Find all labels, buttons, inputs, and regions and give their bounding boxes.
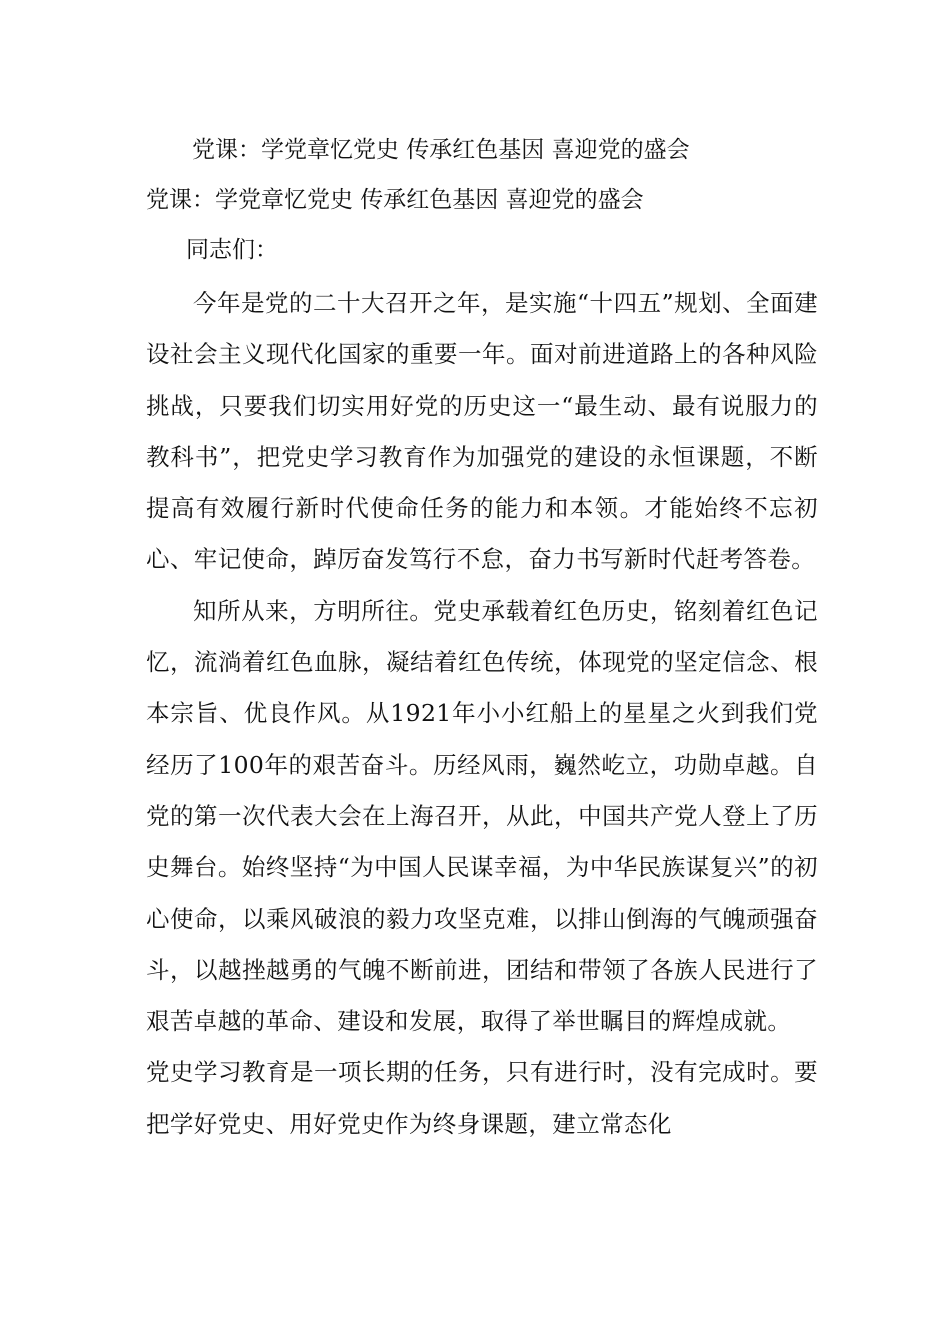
paragraph-3: 党史学习教育是一项长期的任务，只有进行时，没有完成时。要把学好党史、用好党史作为终身课题，建立常态化 [146,1058,818,1138]
document-subtitle: 党课：学党章忆党史 传承红色基因 喜迎党的盛会 [146,187,644,213]
paragraph-1: 今年是党的二十大召开之年，是实施“十四五”规划、全面建设社会主义现代化国家的重要一年。面对前进道路上的各种风险挑战，只要我们切实用好党的历史这一“最生动、最有说服力的教科书”，把党史学习教育作为加强党的建设的永恒课题，不断提高有效履行新时代使命任务的能力和本领。才能始终不忘初心、牢记使命，踔厉奋发笃行不怠，奋力书写新时代赶考答卷。 [146,289,818,574]
salutation: 同志们： [186,237,278,263]
document-body [146,278,818,1150]
paragraph-2: 知所从来，方明所往。党史承载着红色历史，铭刻着红色记忆，流淌着红色血脉，凝结着红色传统，体现党的坚定信念、根本宗旨、优良作风。从1921年小小红船上的星星之火到我们党经历了100年的艰苦奋斗。历经风雨，巍然屹立，功勋卓越。自党的第一次代表大会在上海召开，从此，中国共产党人登上了历史舞台。始终坚持“为中国人民谋幸福，为中华民族谋复兴”的初心使命，以乘风破浪的毅力攻坚克难，以排山倒海的气魄顽强奋斗，以越挫越勇的气魄不断前进，团结和带领了各族人民进行了艰苦卓越的革命、建设和发展，取得了举世瞩目的辉煌成就。 [146,596,818,1036]
document-title: 党课：学党章忆党史 传承红色基因 喜迎党的盛会 [192,137,690,163]
